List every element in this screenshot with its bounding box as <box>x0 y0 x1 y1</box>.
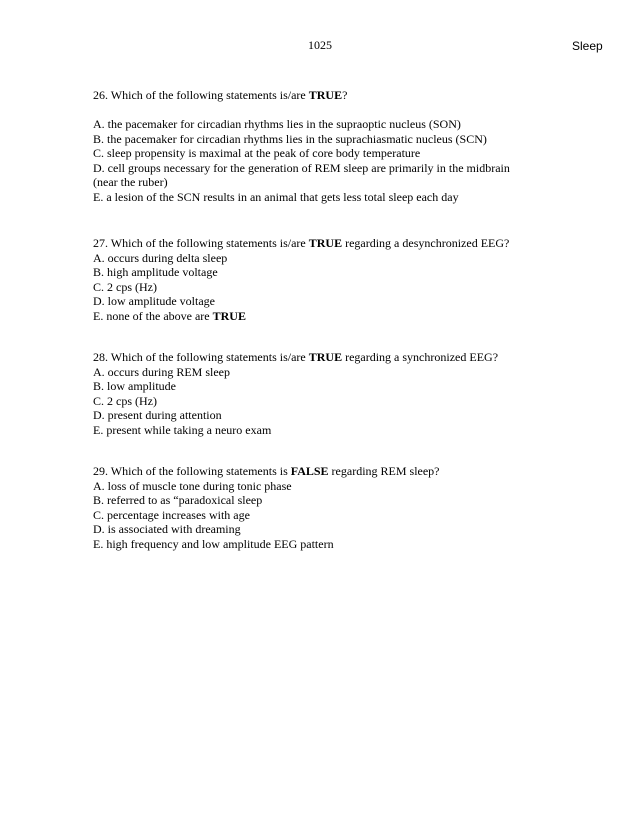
prompt-text: 27. Which of the following statements is/are <box>93 236 309 250</box>
answer-option: D. cell groups necessary for the generation of REM sleep are primarily in the midbrain <box>93 160 510 175</box>
answer-option: E. high frequency and low amplitude EEG pattern <box>93 536 334 551</box>
answer-option: A. occurs during delta sleep <box>93 250 228 265</box>
question-28 <box>93 350 613 437</box>
question-29 <box>93 464 613 551</box>
answer-option: A. loss of muscle tone during tonic phase <box>93 478 292 493</box>
answer-option: C. 2 cps (Hz) <box>93 279 157 294</box>
page-number: 1025 <box>308 38 332 52</box>
question-26 <box>93 88 613 204</box>
answer-option: B. referred to as “paradoxical sleep <box>93 493 263 507</box>
answer-option <box>93 309 613 324</box>
answer-option: A. the pacemaker for circadian rhythms lies in the supraoptic nucleus (SON) <box>93 117 461 131</box>
section-title: Sleep <box>572 39 603 53</box>
prompt-emphasis: FALSE <box>290 464 329 478</box>
option-text: E. none of the above are <box>93 308 213 323</box>
question-prompt <box>93 88 613 103</box>
answer-option: A. occurs during REM sleep <box>93 364 230 379</box>
prompt-text: regarding REM sleep? <box>328 464 440 478</box>
prompt-text: regarding a synchronized EEG? <box>342 350 499 364</box>
prompt-text: 26. Which of the following statements is/are <box>93 88 309 102</box>
question-prompt <box>93 350 613 365</box>
answer-option: E. a lesion of the SCN results in an animal that gets less total sleep each day <box>93 189 459 204</box>
answer-option: E. present while taking a neuro exam <box>93 422 272 437</box>
prompt-emphasis: TRUE <box>308 88 343 102</box>
answer-option: B. the pacemaker for circadian rhythms lies in the suprachiasmatic nucleus (SCN) <box>93 131 487 146</box>
answer-option: D. present during attention <box>93 408 222 422</box>
answer-option: B. high amplitude voltage <box>93 265 218 279</box>
answer-option-continuation: (near the ruber) <box>93 175 168 189</box>
answer-option: C. percentage increases with age <box>93 507 250 522</box>
answer-option: C. sleep propensity is maximal at the peak of core body temperature <box>93 146 421 160</box>
answer-option: D. low amplitude voltage <box>93 294 215 308</box>
question-prompt <box>93 236 613 251</box>
prompt-text: regarding a desynchronized EEG? <box>342 236 510 250</box>
prompt-emphasis: TRUE <box>308 350 343 364</box>
prompt-text: 28. Which of the following statements is/are <box>93 350 309 364</box>
prompt-text: ? <box>342 88 348 102</box>
answer-option: D. is associated with dreaming <box>93 522 241 536</box>
prompt-emphasis: TRUE <box>308 236 343 250</box>
question-27 <box>93 236 613 323</box>
prompt-text: 29. Which of the following statements is <box>93 464 291 478</box>
answer-option: B. low amplitude <box>93 379 176 393</box>
option-emphasis: TRUE <box>212 308 246 323</box>
question-prompt <box>93 464 613 479</box>
answer-option: C. 2 cps (Hz) <box>93 393 157 408</box>
